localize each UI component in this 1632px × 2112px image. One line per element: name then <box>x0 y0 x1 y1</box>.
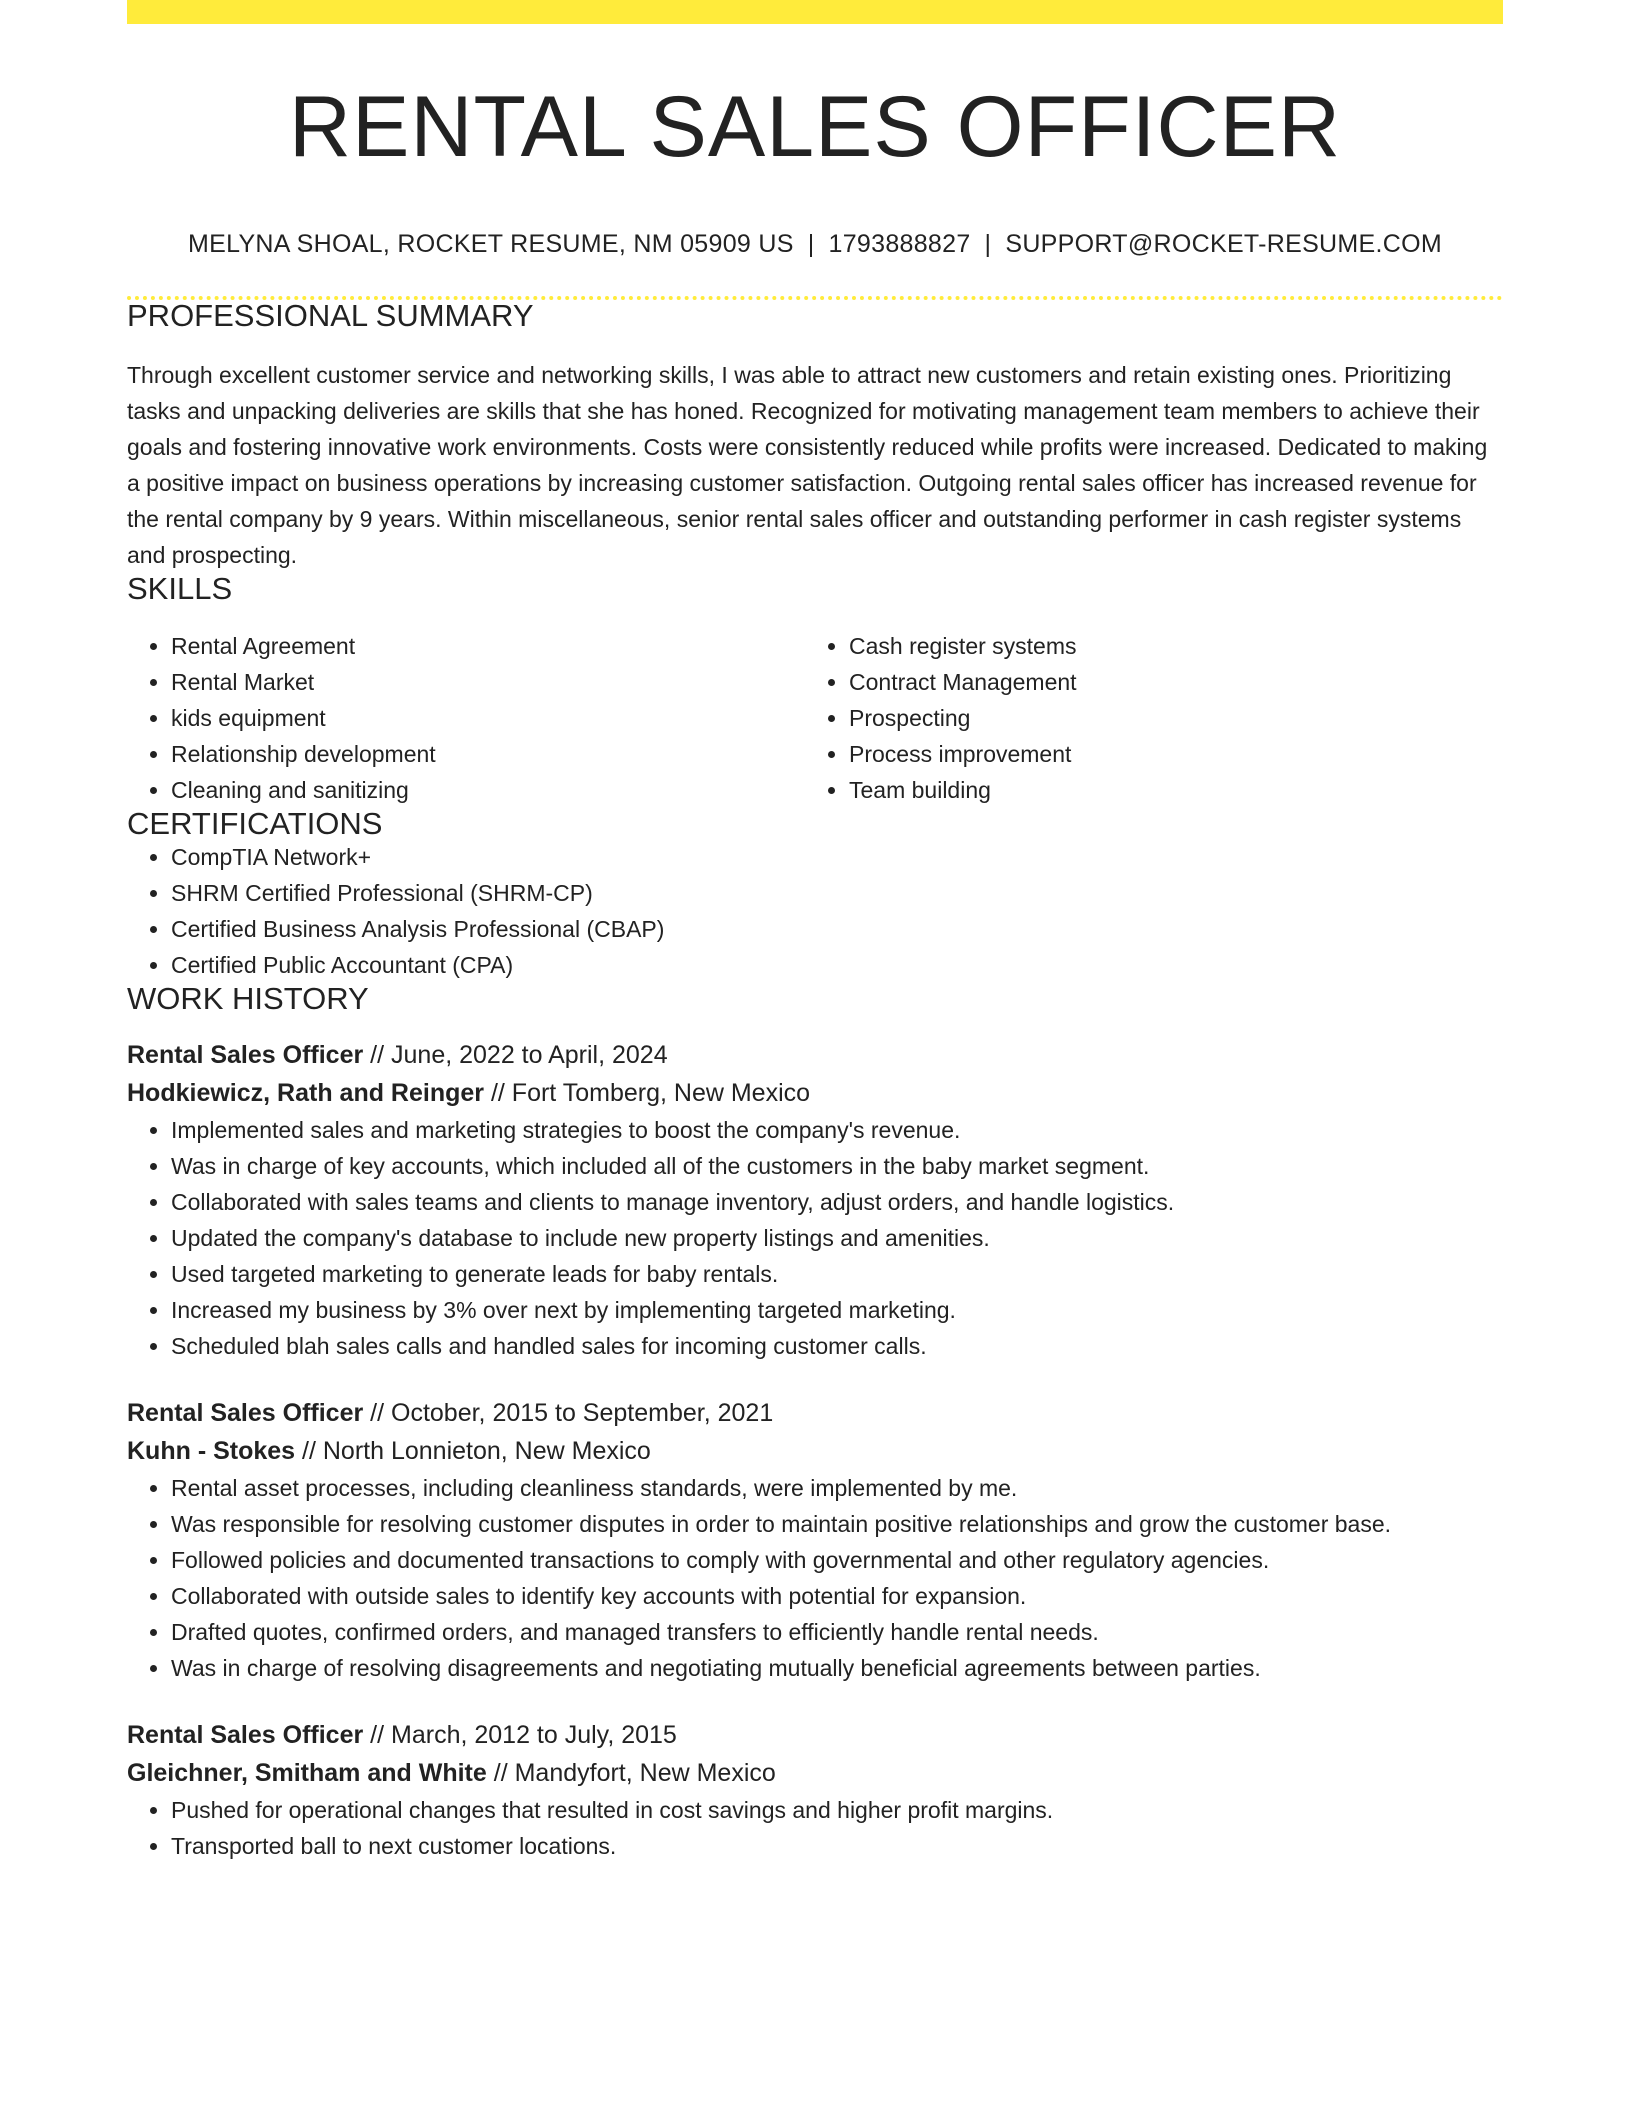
certification-item: • Certified Business Analysis Professional (CBAP) <box>171 911 1503 947</box>
certification-item: • CompTIA Network+ <box>171 839 1503 875</box>
job-bullet: • Transported ball to next customer locations. <box>171 1828 1503 1864</box>
job-company-line <box>127 1754 1503 1792</box>
skill-item: • Rental Market <box>171 664 805 700</box>
work-history-heading: WORK HISTORY <box>127 981 369 1016</box>
skill-item: • Process improvement <box>849 736 1483 772</box>
job-title-line <box>127 1036 1503 1074</box>
job-title: Rental Sales Officer <box>127 1041 364 1069</box>
job-title: Rental Sales Officer <box>127 1399 364 1427</box>
skill-item: • Cash register systems <box>849 628 1483 664</box>
job-company: Kuhn - Stokes <box>127 1437 296 1465</box>
job-bullet: • Was in charge of key accounts, which included all of the customers in the baby market segment. <box>171 1148 1503 1184</box>
summary-text: Through excellent customer service and networking skills, I was able to attract new customers and retain existing ones. Prioritizing tasks and unpacking deliveries are skills that she has honed. Recognized for motivating management team members to achieve their goals and fostering innovative work environments. Costs were consistently reduced while profits were increased. Dedicated to making a positive impact on business operations by increasing customer satisfaction. Outgoing rental sales officer has increased revenue for the rental company by 9 years. Within miscellaneous, senior rental sales officer and outstanding performer in cash register systems and prospecting. <box>127 362 1488 568</box>
skills-column-right <box>805 628 1483 808</box>
certification-item: • Certified Public Accountant (CPA) <box>171 947 1503 983</box>
contact-address: MELYNA SHOAL, ROCKET RESUME, NM 05909 US <box>188 230 794 258</box>
skill-item: • Prospecting <box>849 700 1483 736</box>
job-bullet: • Collaborated with sales teams and clients to manage inventory, adjust orders, and handle logistics. <box>171 1184 1503 1220</box>
skill-item: • Cleaning and sanitizing <box>171 772 805 808</box>
job-dates: // October, 2015 to September, 2021 <box>370 1399 774 1427</box>
job-entry <box>127 1036 1503 1364</box>
job-location: // North Lonnieton, New Mexico <box>302 1437 651 1465</box>
job-bullet: • Collaborated with outside sales to identify key accounts with potential for expansion. <box>171 1578 1503 1614</box>
skill-item: • Rental Agreement <box>171 628 805 664</box>
resume-title: RENTAL SALES OFFICER <box>288 79 1342 175</box>
job-bullet: • Updated the company's database to include new property listings and amenities. <box>171 1220 1503 1256</box>
job-bullet: • Followed policies and documented transactions to comply with governmental and other regulatory agencies. <box>171 1542 1503 1578</box>
job-dates: // March, 2012 to July, 2015 <box>370 1721 677 1749</box>
skills-list <box>127 628 1503 808</box>
job-bullet: • Drafted quotes, confirmed orders, and managed transfers to efficiently handle rental needs. <box>171 1614 1503 1650</box>
job-bullet: • Used targeted marketing to generate leads for baby rentals. <box>171 1256 1503 1292</box>
job-bullet: • Scheduled blah sales calls and handled sales for incoming customer calls. <box>171 1328 1503 1364</box>
job-dates: // June, 2022 to April, 2024 <box>370 1041 668 1069</box>
skill-item: • Team building <box>849 772 1483 808</box>
job-company: Gleichner, Smitham and White <box>127 1759 487 1787</box>
job-title: Rental Sales Officer <box>127 1721 364 1749</box>
job-title-line <box>127 1716 1503 1754</box>
job-bullet: • Implemented sales and marketing strategies to boost the company's revenue. <box>171 1112 1503 1148</box>
accent-top-bar <box>127 0 1503 24</box>
skill-item: • Relationship development <box>171 736 805 772</box>
work-history-list <box>127 1036 1503 1864</box>
skills-column-left <box>127 628 805 808</box>
job-bullet: • Increased my business by 3% over next by implementing targeted marketing. <box>171 1292 1503 1328</box>
resume-page <box>127 0 1503 1864</box>
job-bullets <box>127 1112 1503 1364</box>
certifications-list <box>127 839 1503 983</box>
job-location: // Mandyfort, New Mexico <box>493 1759 776 1787</box>
job-bullet: • Was responsible for resolving customer disputes in order to maintain positive relationships and grow the customer base. <box>171 1506 1503 1542</box>
job-company: Hodkiewicz, Rath and Reinger <box>127 1079 485 1107</box>
skill-item: • Contract Management <box>849 664 1483 700</box>
job-company-line <box>127 1074 1503 1112</box>
job-bullet: • Was in charge of resolving disagreements and negotiating mutually beneficial agreements between parties. <box>171 1650 1503 1686</box>
certifications-heading: CERTIFICATIONS <box>127 806 383 841</box>
job-company-line <box>127 1432 1503 1470</box>
contact-separator: | <box>984 230 992 258</box>
job-bullets <box>127 1470 1503 1686</box>
job-bullet: • Pushed for operational changes that resulted in cost savings and higher profit margins. <box>171 1792 1503 1828</box>
skills-left-list <box>171 628 805 808</box>
job-bullets <box>127 1792 1503 1864</box>
job-entry <box>127 1716 1503 1864</box>
job-location: // Fort Tomberg, New Mexico <box>490 1079 811 1107</box>
contact-line <box>127 232 1503 257</box>
skills-right-list <box>849 628 1483 808</box>
job-entry <box>127 1394 1503 1686</box>
job-bullet: • Rental asset processes, including cleanliness standards, were implemented by me. <box>171 1470 1503 1506</box>
contact-phone: 1793888827 <box>828 230 971 258</box>
job-title-line <box>127 1394 1503 1432</box>
certification-item: • SHRM Certified Professional (SHRM-CP) <box>171 875 1503 911</box>
contact-email: SUPPORT@ROCKET-RESUME.COM <box>1005 230 1442 258</box>
summary-heading: PROFESSIONAL SUMMARY <box>127 298 534 333</box>
contact-separator: | <box>807 230 815 258</box>
skills-heading: SKILLS <box>127 571 233 606</box>
skill-item: • kids equipment <box>171 700 805 736</box>
